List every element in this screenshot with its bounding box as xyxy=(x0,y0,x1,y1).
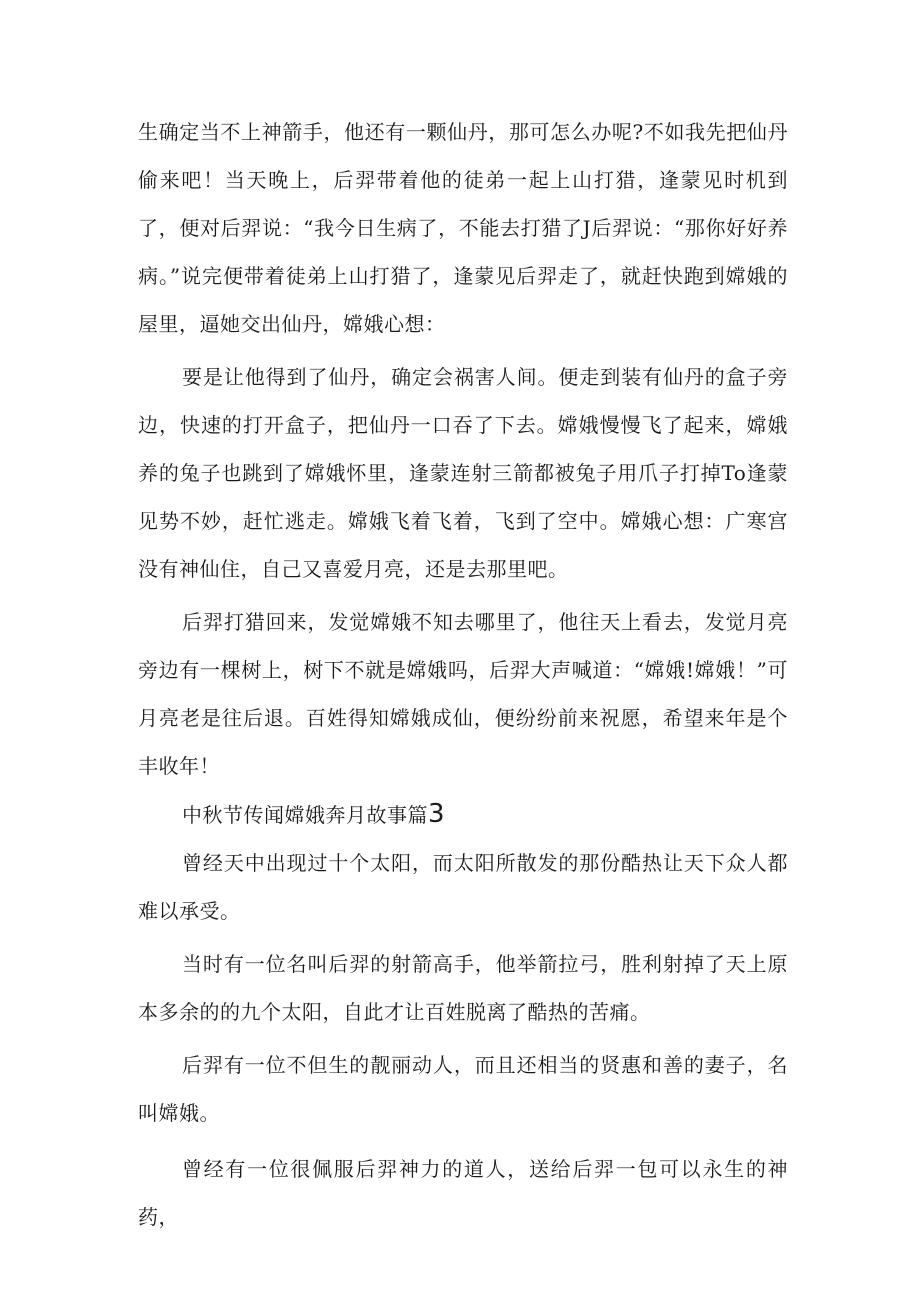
document-body xyxy=(138,108,788,1241)
section-heading xyxy=(138,790,788,839)
paragraph-4: 曾经天中出现过十个太阳，而太阳所散发的那份酷热让天下众人都难以承受。 xyxy=(138,851,788,923)
paragraph-7: 曾经有一位很佩服后羿神力的道人，送给后羿一包可以永生的神药， xyxy=(138,1157,788,1229)
section-heading-number: 3 xyxy=(428,799,446,829)
paragraph-1: 生确定当不上神箭手，他还有一颗仙丹，那可怎么办呢?不如我先把仙丹偷来吧！当天晚上，后羿带着他的徒弟一起上山打猎，逢蒙见时机到了，便对后羿说：“我今日生病了，不能去打猎了J后羿说：“那你好好养病。”说完便带着徒弟上山打猎了，逢蒙见后羿走了，就赶快跑到嫦娥的屋里，逼她交出仙丹，嫦娥心想： xyxy=(138,120,788,336)
paragraph-2: 要是让他得到了仙丹，确定会祸害人间。便走到装有仙丹的盒子旁边，快速的打开盒子，把仙丹一口吞了下去。嫦娥慢慢飞了起来，嫦娥养的兔子也跳到了嫦娥怀里，逢蒙连射三箭都被兔子用爪子打掉To逢蒙见势不妙，赶忙逃走。嫦娥飞着飞着，飞到了空中。嫦娥心想：广寒宫没有神仙住，自己又喜爱月亮，还是去那里吧。 xyxy=(138,365,788,581)
paragraph-5: 当时有一位名叫后羿的射箭高手，他举箭拉弓，胜利射掉了天上原本多余的的九个太阳，自此才让百姓脱离了酷热的苦痛。 xyxy=(138,952,788,1024)
paragraph-spacer xyxy=(138,1137,788,1145)
paragraph-6: 后羿有一位不但生的靓丽动人，而且还相当的贤惠和善的妻子，名叫嫦娥。 xyxy=(138,1053,788,1125)
section-heading-text: 中秋节传闻嫦娥奔月故事篇 xyxy=(182,803,428,827)
paragraph-3: 后羿打猎回来，发觉嫦娥不知去哪里了，他往天上看去，发觉月亮旁边有一棵树上，树下不就是嫦娥吗，后羿大声喊道：“嫦娥!嫦娥！”可月亮老是往后退。百姓得知嫦娥成仙，便纷纷前来祝愿，希望来年是个丰收年！ xyxy=(138,610,788,778)
